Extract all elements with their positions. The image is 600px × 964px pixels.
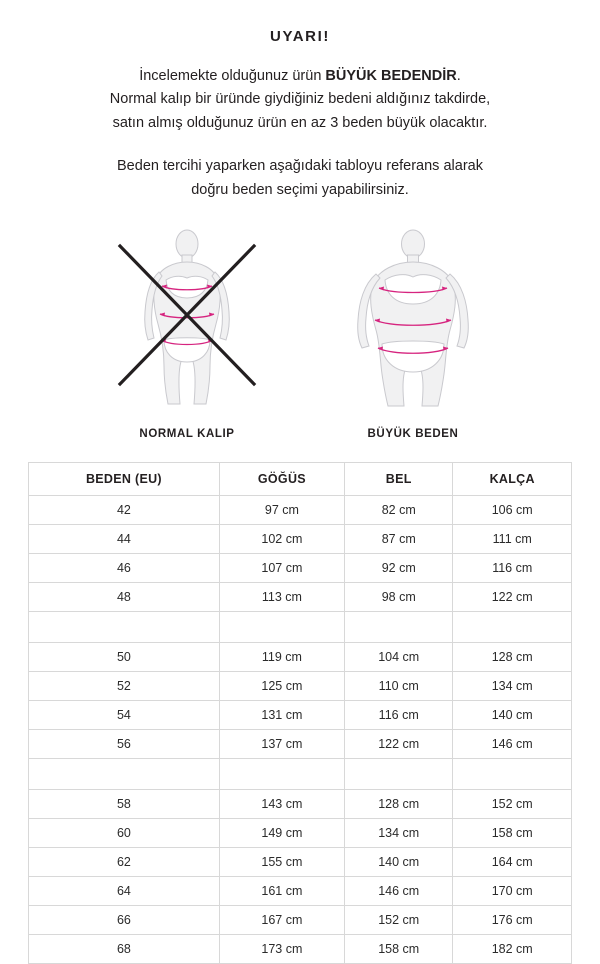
cell-bust: 102 cm xyxy=(219,525,344,554)
warning-text-line3: satın almış olduğunuz ürün en az 3 beden büyük olacaktır. xyxy=(112,114,488,131)
warning-paragraph-1 xyxy=(0,65,600,135)
warning-text-period: . xyxy=(456,68,461,84)
cell-bust: 167 cm xyxy=(219,906,344,935)
cell-hip: 152 cm xyxy=(453,790,572,819)
cell-size: 66 xyxy=(29,906,220,935)
cell-hip: 164 cm xyxy=(453,848,572,877)
cell-hip: 176 cm xyxy=(453,906,572,935)
cell-bust: 97 cm xyxy=(219,496,344,525)
table-row xyxy=(29,819,572,848)
table-row xyxy=(29,496,572,525)
cell-waist: 128 cm xyxy=(344,790,452,819)
cell-size: 62 xyxy=(29,848,220,877)
guidance-text-line1: Beden tercihi yaparken aşağıdaki tabloyu referans alarak xyxy=(117,158,483,175)
cell-waist: 116 cm xyxy=(344,701,452,730)
warning-text-emphasis: BÜYÜK BEDENDİR xyxy=(325,68,457,84)
cell-bust: 161 cm xyxy=(219,877,344,906)
size-table-head xyxy=(29,463,572,496)
cell-waist xyxy=(344,759,452,790)
table-row xyxy=(29,790,572,819)
cell-bust xyxy=(219,759,344,790)
guidance-text-line2: doğru beden seçimi yapabilirsiniz. xyxy=(191,181,409,198)
cell-waist: 92 cm xyxy=(344,554,452,583)
cell-bust: 131 cm xyxy=(219,701,344,730)
table-row xyxy=(29,877,572,906)
table-row xyxy=(29,848,572,877)
cell-bust: 113 cm xyxy=(219,583,344,612)
cell-hip: 111 cm xyxy=(453,525,572,554)
table-spacer-row xyxy=(29,612,572,643)
plus-size-body-illustration xyxy=(328,228,498,418)
cell-waist: 82 cm xyxy=(344,496,452,525)
cell-size: 48 xyxy=(29,583,220,612)
cell-bust: 137 cm xyxy=(219,730,344,759)
cell-hip: 134 cm xyxy=(453,672,572,701)
cell-waist: 146 cm xyxy=(344,877,452,906)
cell-size: 50 xyxy=(29,643,220,672)
cell-bust: 143 cm xyxy=(219,790,344,819)
column-header-bust: GÖĞÜS xyxy=(219,463,344,496)
cell-size: 44 xyxy=(29,525,220,554)
cell-waist xyxy=(344,612,452,643)
table-row xyxy=(29,935,572,964)
size-guide-page xyxy=(0,28,600,957)
cell-size: 68 xyxy=(29,935,220,964)
cell-size: 46 xyxy=(29,554,220,583)
cell-hip: 182 cm xyxy=(453,935,572,964)
figure-plus-size xyxy=(328,228,498,440)
column-header-hip: KALÇA xyxy=(453,463,572,496)
cell-size: 54 xyxy=(29,701,220,730)
cell-bust: 155 cm xyxy=(219,848,344,877)
cell-size xyxy=(29,612,220,643)
warning-text-lead: İncelemekte olduğunuz ürün xyxy=(139,68,326,84)
table-row xyxy=(29,525,572,554)
cell-hip: 170 cm xyxy=(453,877,572,906)
cell-hip: 106 cm xyxy=(453,496,572,525)
table-row xyxy=(29,583,572,612)
cell-hip xyxy=(453,759,572,790)
figure-normal-fit xyxy=(102,228,272,440)
cell-size: 56 xyxy=(29,730,220,759)
cell-waist: 134 cm xyxy=(344,819,452,848)
table-row xyxy=(29,730,572,759)
cell-hip xyxy=(453,612,572,643)
cell-hip: 122 cm xyxy=(453,583,572,612)
cell-size: 52 xyxy=(29,672,220,701)
cell-size xyxy=(29,759,220,790)
cell-bust: 149 cm xyxy=(219,819,344,848)
figure-caption-normal: NORMAL KALIP xyxy=(139,428,235,441)
cell-bust xyxy=(219,612,344,643)
body-figures xyxy=(0,228,600,440)
cell-waist: 140 cm xyxy=(344,848,452,877)
table-row xyxy=(29,554,572,583)
cell-hip: 158 cm xyxy=(453,819,572,848)
table-header-row xyxy=(29,463,572,496)
cell-size: 64 xyxy=(29,877,220,906)
cell-hip: 128 cm xyxy=(453,643,572,672)
cell-bust: 119 cm xyxy=(219,643,344,672)
size-table-wrap xyxy=(28,462,572,964)
cell-waist: 158 cm xyxy=(344,935,452,964)
cell-bust: 107 cm xyxy=(219,554,344,583)
size-table xyxy=(28,462,572,964)
cell-hip: 116 cm xyxy=(453,554,572,583)
cell-hip: 140 cm xyxy=(453,701,572,730)
cell-waist: 87 cm xyxy=(344,525,452,554)
table-spacer-row xyxy=(29,759,572,790)
column-header-waist: BEL xyxy=(344,463,452,496)
column-header-size: BEDEN (EU) xyxy=(29,463,220,496)
table-row xyxy=(29,672,572,701)
cell-size: 42 xyxy=(29,496,220,525)
cell-size: 58 xyxy=(29,790,220,819)
cell-hip: 146 cm xyxy=(453,730,572,759)
cell-waist: 104 cm xyxy=(344,643,452,672)
cell-waist: 152 cm xyxy=(344,906,452,935)
warning-paragraph-2 xyxy=(0,155,600,202)
cell-waist: 98 cm xyxy=(344,583,452,612)
page-title: UYARI! xyxy=(270,28,330,45)
size-table-body xyxy=(29,496,572,964)
warning-text-line2: Normal kalıp bir üründe giydiğiniz bedeni aldığınız takdirde, xyxy=(109,91,491,108)
cell-waist: 110 cm xyxy=(344,672,452,701)
cell-size: 60 xyxy=(29,819,220,848)
cell-waist: 122 cm xyxy=(344,730,452,759)
table-row xyxy=(29,643,572,672)
normal-body-illustration xyxy=(102,228,272,418)
figure-caption-plus-size: BÜYÜK BEDEN xyxy=(367,428,459,441)
table-row xyxy=(29,906,572,935)
table-row xyxy=(29,701,572,730)
cell-bust: 173 cm xyxy=(219,935,344,964)
cell-bust: 125 cm xyxy=(219,672,344,701)
